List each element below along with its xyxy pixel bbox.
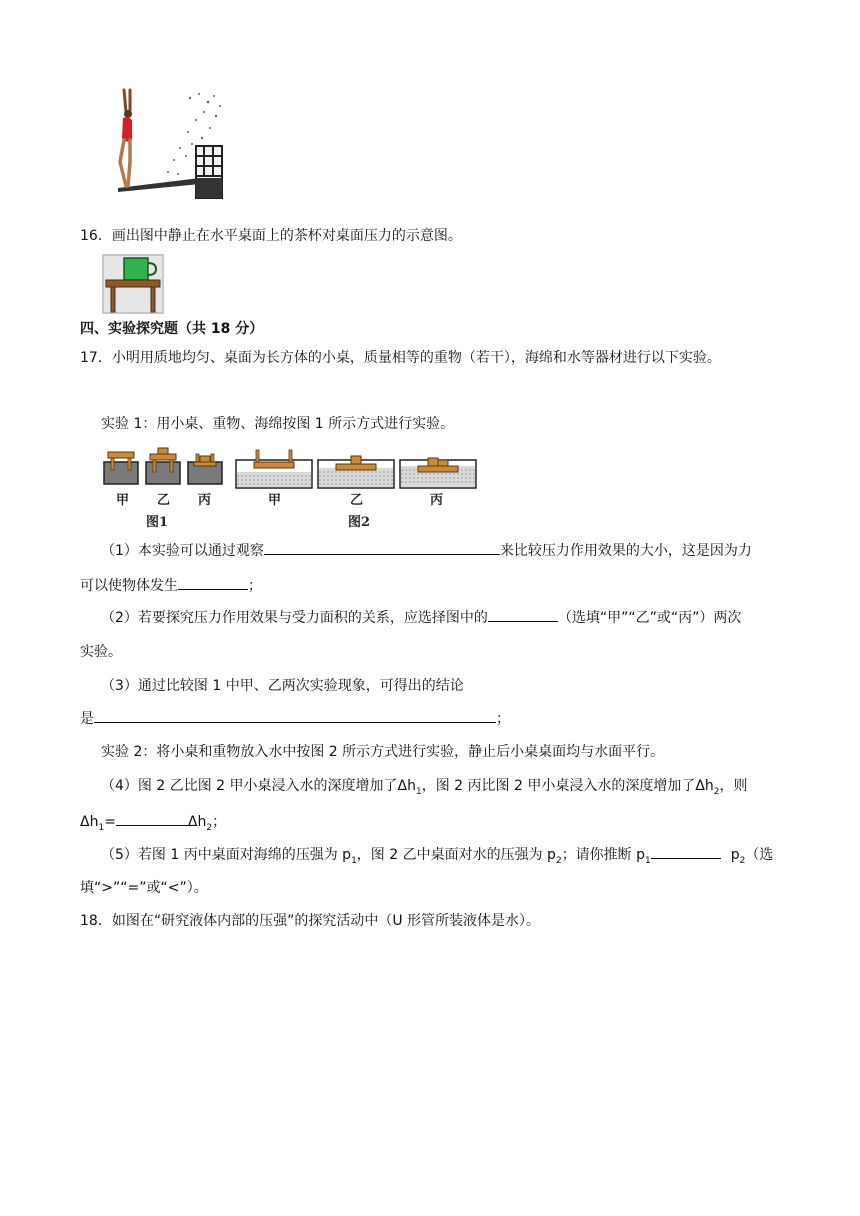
teacup-table-figure — [102, 254, 164, 314]
figure-1-label-bing: 丙 — [198, 493, 212, 508]
question-17-intro — [80, 348, 721, 368]
sub-question-4-line-2: $\Delta h_1= \Delta h_2$； — [80, 811, 226, 838]
answer-blank-6[interactable] — [651, 844, 721, 859]
sub-question-2-line-2: 实验。 — [80, 644, 122, 660]
diving-board — [118, 178, 200, 192]
question-text: 如图在“研究液体内部的压强”的探究活动中（U 形管所装液体是水）。 — [111, 913, 541, 929]
figure-2-bing — [400, 458, 476, 488]
figure-1-label-jia: 甲 — [116, 493, 130, 508]
figure-2-jia — [236, 450, 312, 488]
sub-question-5-line-2: 填“>”“=”或“<”）。 — [80, 880, 208, 896]
answer-blank-3[interactable] — [488, 607, 558, 622]
diver — [120, 90, 132, 186]
answer-blank-5[interactable] — [116, 811, 188, 826]
sub-question-4-line-1: （4）图 2 乙比图 2 甲小桌浸入水的深度增加了$\Delta h_1$，图 2 丙比图 2 甲小桌浸入水的深度增加了$\Delta h_2$，则 — [101, 778, 748, 797]
figure-2-label-bing: 丙 — [430, 493, 444, 508]
figure-1-jia — [104, 452, 138, 484]
sub-question-3-line-2: 是 ； — [80, 708, 510, 729]
sub-question-3-line-1: （3）通过比较图 1 中甲、乙两次实验现象，可得出的结论 — [101, 678, 464, 694]
question-16 — [80, 226, 462, 246]
question-number: 17． — [80, 350, 112, 366]
question-number: 16． — [80, 228, 112, 244]
figure-1-bing — [188, 454, 222, 484]
experiment-2-text: 实验 2：将小桌和重物放入水中按图 2 所示方式进行实验，静止后小桌桌面均与水面平行。 — [101, 744, 665, 760]
figure-1-yi — [146, 448, 180, 484]
section-title: 四、实验探究题（共 18 分） — [80, 321, 264, 337]
answer-blank-4[interactable] — [94, 708, 496, 723]
figure-1-caption: 图1 — [146, 515, 169, 530]
question-number: 18． — [80, 913, 112, 929]
figure-2-label-jia: 甲 — [268, 493, 282, 508]
figure-2-caption: 图2 — [348, 515, 371, 530]
experiment-1-text: 实验 1：用小桌、重物、海绵按图 1 所示方式进行实验。 — [101, 416, 455, 432]
sub-question-1-line-2: 可以使物体发生 ； — [80, 575, 262, 596]
diver-figure — [104, 88, 226, 206]
question-18 — [80, 911, 540, 931]
figure-2-yi — [318, 456, 394, 488]
answer-blank-1[interactable] — [264, 540, 500, 555]
sub-question-5-line-1: （5）若图 1 丙中桌面对海绵的压强为 $p_1$，图 2 乙中桌面对水的压强为 $p_2$；请你推断 $p_1$ $p_2$（选 — [101, 844, 773, 871]
question-text: 小明用质地均匀、桌面为长方体的小桌，质量相等的重物（若干），海绵和水等器材进行以下实验。 — [111, 350, 721, 366]
tower — [196, 146, 222, 198]
sub-question-2-line-1: （2）若要探究压力作用效果与受力面积的关系，应选择图中的 （选填“甲”“乙”或“丙”）两次 — [101, 607, 741, 628]
experiment-figures — [100, 446, 480, 532]
sub-question-1-line-1: （1）本实验可以通过观察 来比较压力作用效果的大小，这是因为力 — [101, 540, 752, 561]
answer-blank-2[interactable] — [178, 575, 248, 590]
figure-2-label-yi: 乙 — [350, 493, 364, 508]
figure-1-label-yi: 乙 — [157, 493, 171, 508]
question-text: 画出图中静止在水平桌面上的茶杯对桌面压力的示意图。 — [111, 228, 462, 244]
